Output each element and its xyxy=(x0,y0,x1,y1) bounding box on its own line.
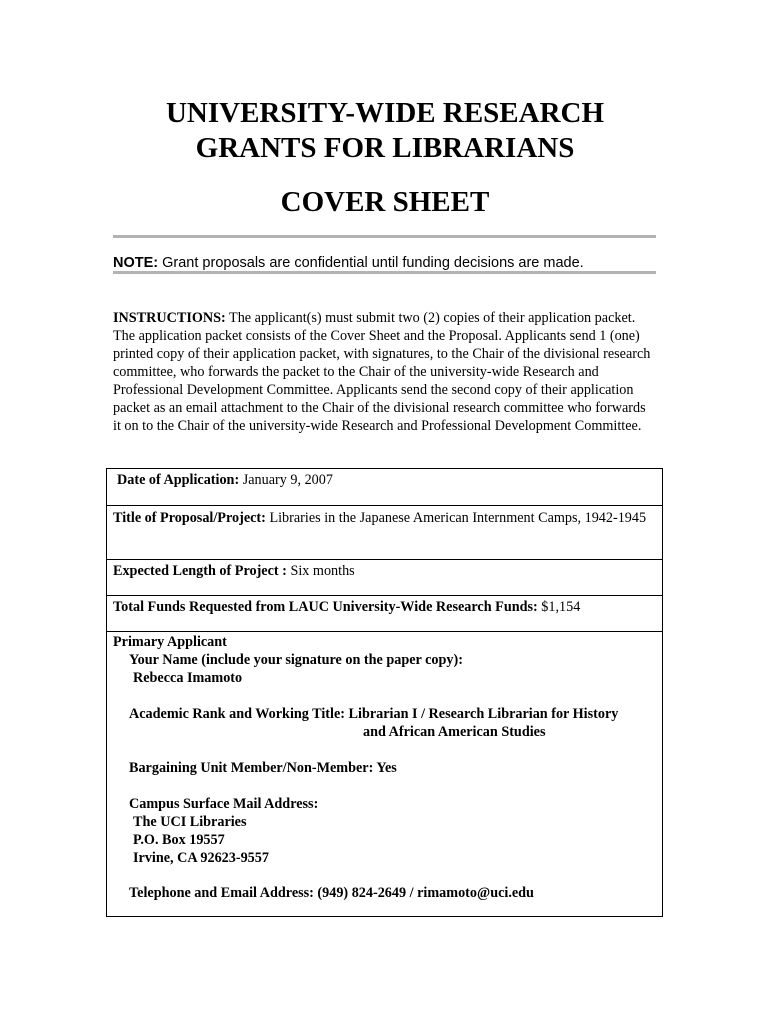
funds-value: $1,154 xyxy=(537,599,581,615)
name-value: Rebecca Imamoto xyxy=(133,670,243,686)
cover-sheet-heading: COVER SHEET xyxy=(280,186,490,218)
primary-applicant-section xyxy=(107,632,662,916)
note xyxy=(113,253,656,273)
divider-top xyxy=(113,235,656,238)
note-text: Grant proposals are confidential until funding decisions are made. xyxy=(158,255,584,271)
funds-row xyxy=(107,596,662,632)
length-label: Expected Length of Project : xyxy=(113,563,287,579)
proposal-title-label: Title of Proposal/Project: xyxy=(113,510,266,526)
date-row xyxy=(107,469,662,506)
address-label: Campus Surface Mail Address: xyxy=(129,796,319,812)
primary-applicant-heading: Primary Applicant xyxy=(113,634,227,650)
name-label: Your Name (include your signature on the paper copy): xyxy=(129,652,463,668)
title-line-2: GRANTS FOR LIBRARIANS xyxy=(195,132,575,164)
proposal-title-value: Libraries in the Japanese American Internment Camps, 1942-1945 xyxy=(265,510,647,526)
instructions-text: The applicant(s) must submit two (2) copies of their application packet. The application packet consists of the Cover Sheet and the Proposal. Applicants send 1 (one) printed copy of their application packet, with signatures, to the Chair of the divisional research committee, who forwards the packet to the Chair of the university-wide Research and Professional Development Committee. Applicants send the second copy of their application packet as an email attachment to the Chair of the divisional research committee who forwards it on to the Chair of the university-wide Research and Professional Development Committee. xyxy=(113,310,651,434)
academic-rank-line-2: and African American Studies xyxy=(363,724,546,740)
telephone-email: Telephone and Email Address: (949) 824-2649 / rimamoto@uci.edu xyxy=(129,885,534,901)
application-form-table xyxy=(106,468,663,917)
note-label: NOTE: xyxy=(113,255,159,271)
date-value: January 9, 2007 xyxy=(239,472,333,488)
divider-bottom xyxy=(113,271,656,274)
address-line-3: Irvine, CA 92623-9557 xyxy=(133,850,269,866)
date-label: Date of Application: xyxy=(117,472,240,488)
bargaining-unit: Bargaining Unit Member/Non-Member: Yes xyxy=(129,760,397,776)
length-value: Six months xyxy=(286,563,355,579)
address-line-2: P.O. Box 19557 xyxy=(133,832,225,848)
instructions-label: INSTRUCTIONS: xyxy=(113,310,226,326)
instructions xyxy=(113,309,653,435)
address-line-1: The UCI Libraries xyxy=(133,814,247,830)
title-row xyxy=(107,506,662,560)
academic-rank-line-1: Academic Rank and Working Title: Librarian I / Research Librarian for History xyxy=(129,706,619,722)
length-row xyxy=(107,560,662,596)
title-line-1: UNIVERSITY-WIDE RESEARCH xyxy=(165,97,605,129)
funds-label: Total Funds Requested from LAUC University-Wide Research Funds: xyxy=(113,599,538,615)
